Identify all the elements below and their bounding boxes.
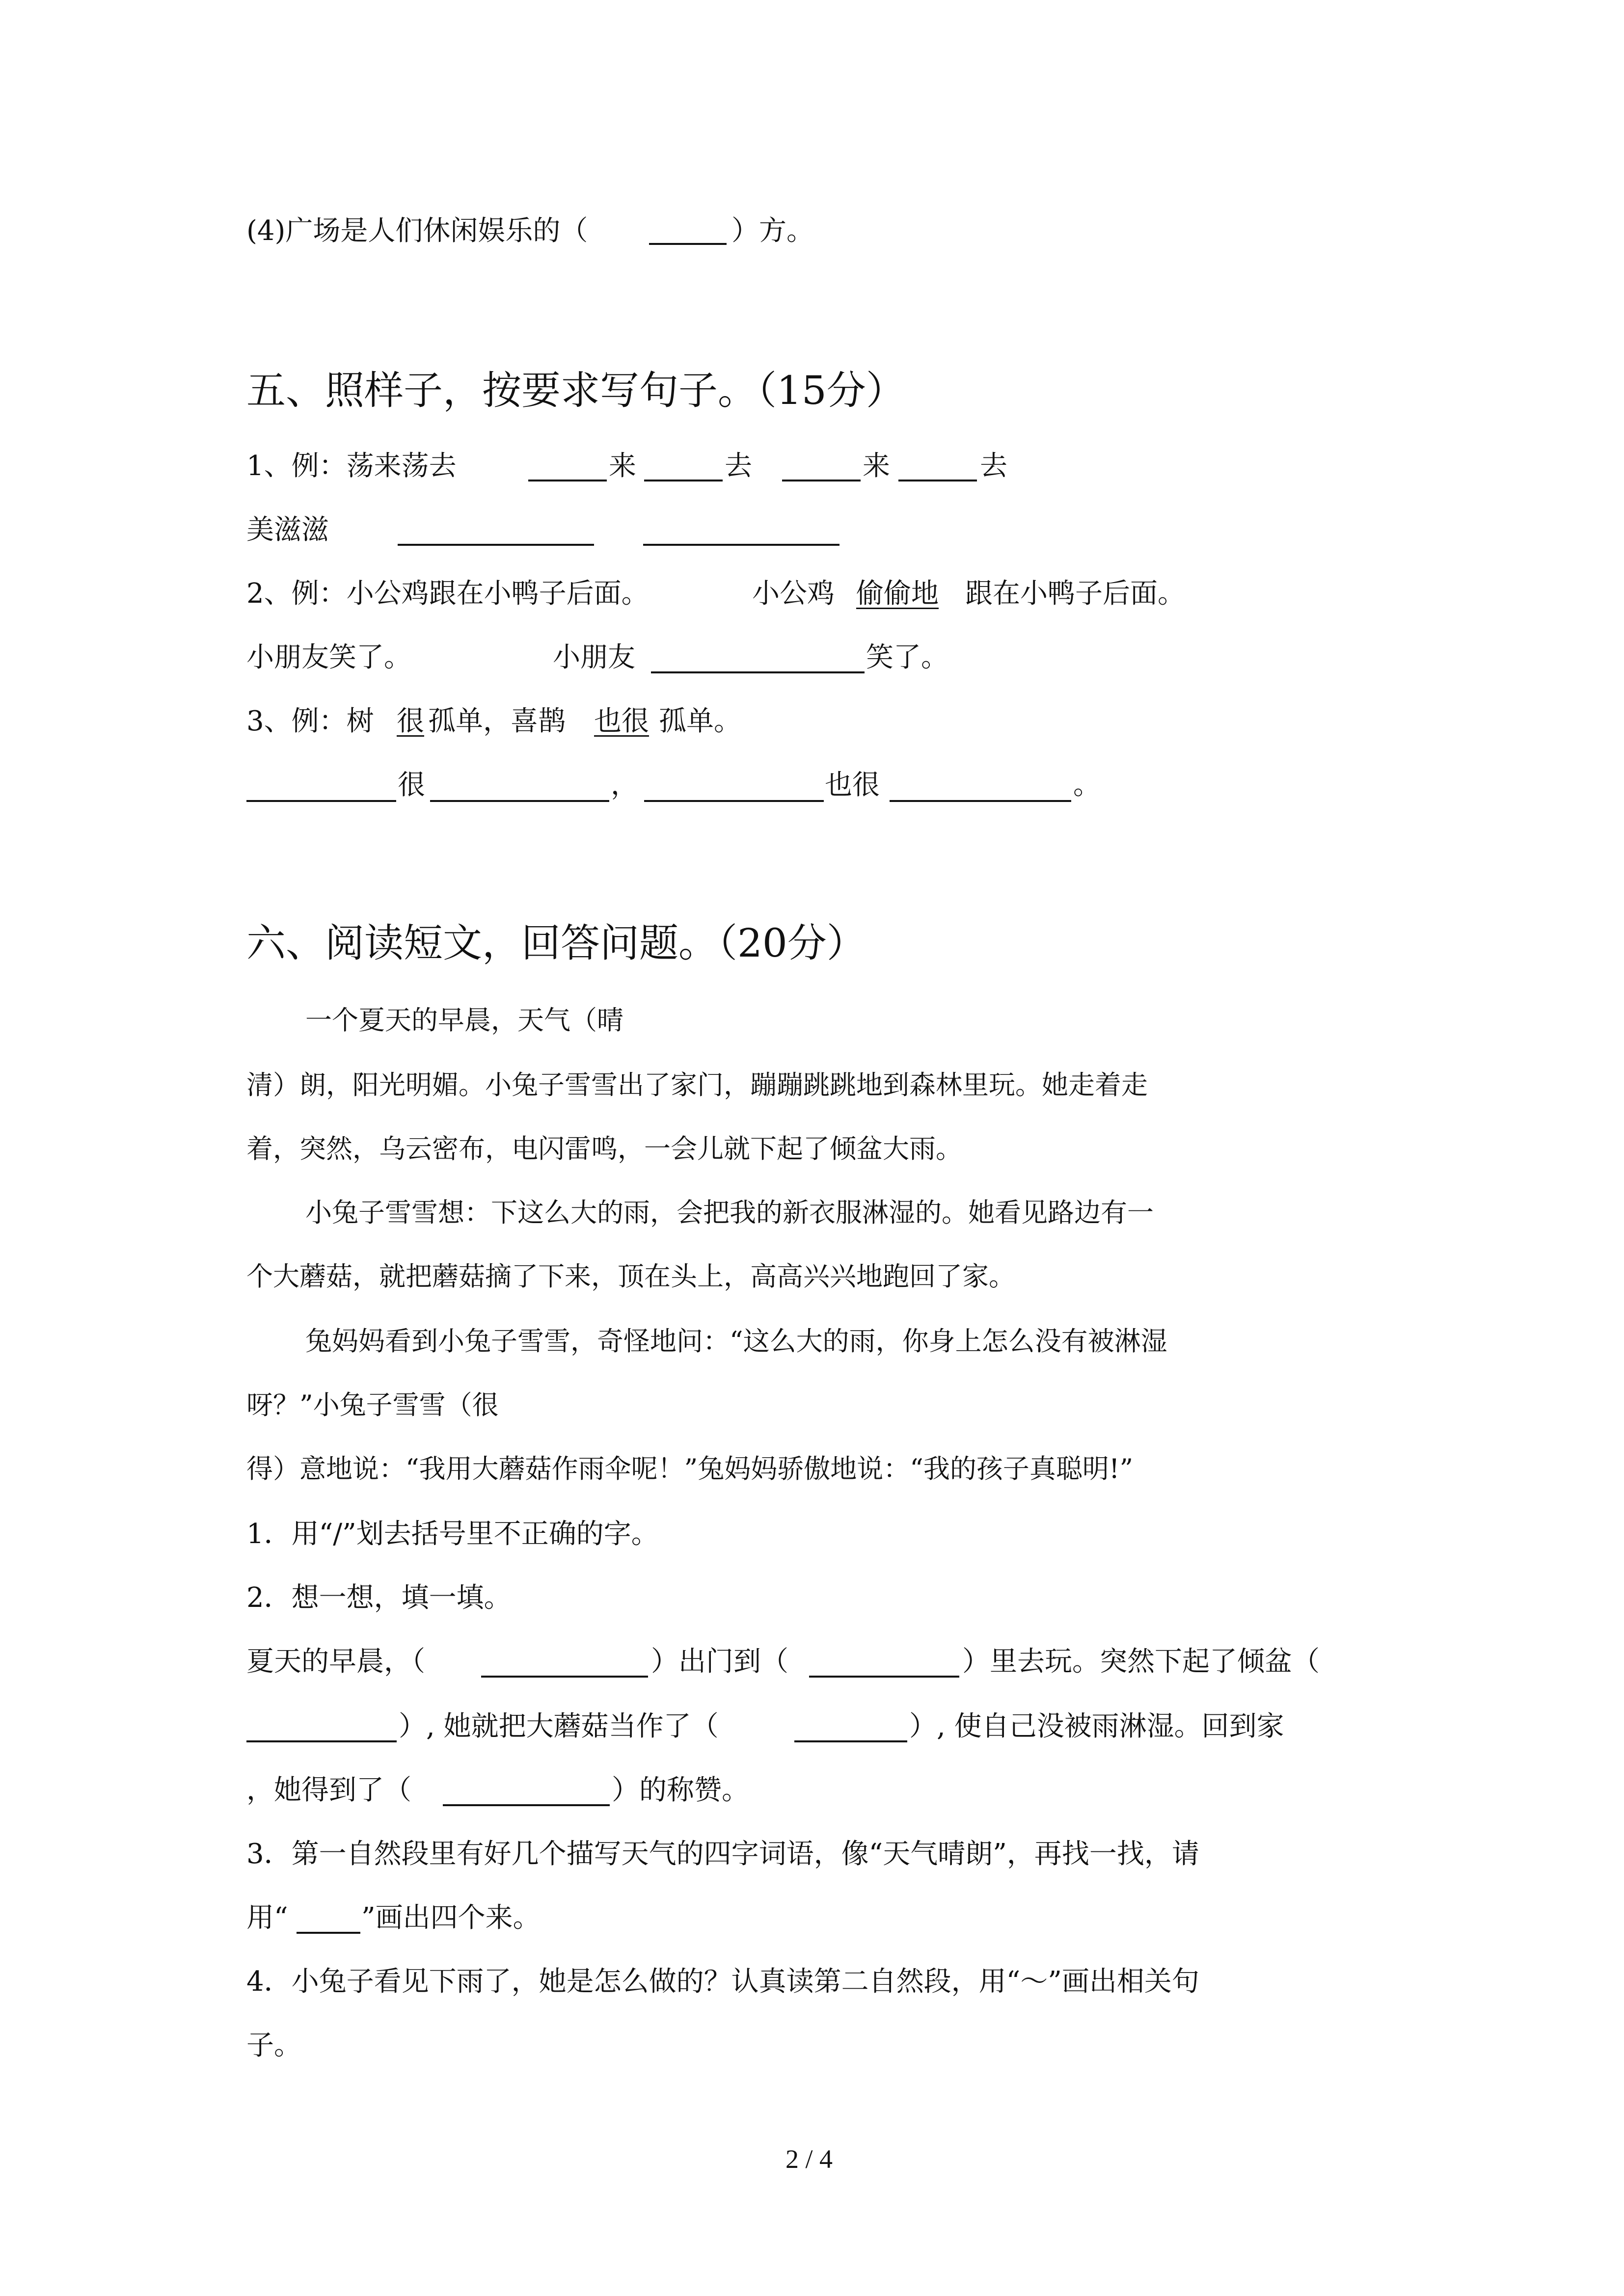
answer-blank[interactable]	[246, 1740, 397, 1742]
s5-q3b-end: 。	[1073, 769, 1101, 801]
s6-question-3-line2-a: 用“	[246, 1902, 288, 1934]
s5-q2-example: 2、例：小公鸡跟在小鸭子后面。	[246, 578, 649, 610]
section-6-heading: 六、阅读短文，回答问题。（20分）	[246, 920, 866, 966]
passage-p2-line1: 小兔子雪雪想：下这么大的雨，会把我的新衣服淋湿的。她看见路边有一	[305, 1197, 1154, 1228]
s5-q3b-yehen: 也很	[825, 769, 880, 801]
answer-blank[interactable]	[443, 1804, 610, 1806]
s5-q3b-comma: ，	[611, 769, 638, 801]
passage-p2-line2: 个大蘑菇，就把蘑菇摘了下来，顶在头上，高高兴兴地跑回了家。	[246, 1261, 1015, 1292]
answer-blank[interactable]	[794, 1740, 907, 1742]
s5-q1-qu-1: 去	[725, 450, 752, 482]
s5-q3-prefix: 3、例：树	[246, 705, 374, 737]
s5-q3-underlined-hen: 很	[397, 705, 424, 737]
s5-q1-qu-2: 去	[980, 450, 1007, 482]
s6-q2-fill1-a: 夏天的早晨，（	[246, 1646, 425, 1678]
s6-question-3-line2-b: ”画出四个来。	[361, 1902, 541, 1934]
passage-p1-line2: 清）朗，阳光明媚。小兔子雪雪出了家门，蹦蹦跳跳地到森林里玩。她走着走	[246, 1069, 1148, 1100]
s6-q2-fill1-b: ）出门到（	[651, 1646, 788, 1678]
s5-q2b-sentence: 小朋友笑了。	[246, 641, 411, 673]
s5-q1-lai-2: 来	[863, 450, 890, 482]
section-5-heading: 五、照样子，按要求写句子。（15分）	[246, 368, 905, 413]
passage-p3-line2: 呀？”小兔子雪雪（很	[246, 1389, 499, 1420]
s5-q1-label: 1、例：荡来荡去	[246, 450, 457, 482]
answer-blank[interactable]	[782, 480, 861, 481]
page-number: 2 / 4	[785, 2144, 833, 2174]
s5-q2-rest: 跟在小鸭子后面。	[965, 578, 1185, 610]
s6-question-1: 1．用“/”划去括号里不正确的字。	[246, 1518, 659, 1550]
answer-blank[interactable]	[890, 800, 1071, 802]
s5-q1-lai-1: 来	[609, 450, 636, 482]
s6-question-3-line1: 3．第一自然段里有好几个描写天气的四字词语，像“天气晴朗”，再找一找，请	[246, 1838, 1199, 1870]
answer-blank[interactable]	[398, 544, 594, 546]
answer-blank[interactable]	[649, 243, 727, 245]
answer-blank[interactable]	[898, 480, 977, 481]
answer-blank[interactable]	[297, 1932, 360, 1934]
s6-question-2: 2．想一想，填一填。	[246, 1582, 512, 1614]
s6-q2-fill3-a: ，她得到了（	[246, 1774, 411, 1806]
s5-q3-middle: 孤单，喜鹊	[428, 705, 566, 737]
passage-p1-line3: 着，突然，乌云密布，电闪雷鸣，一会儿就下起了倾盆大雨。	[246, 1133, 962, 1164]
answer-blank[interactable]	[528, 480, 607, 481]
passage-p1-line1: 一个夏天的早晨，天气（晴	[305, 1005, 623, 1036]
s5-q2-subject: 小公鸡	[752, 578, 835, 610]
s6-question-4-line1: 4．小兔子看见下雨了，她是怎么做的？认真读第二自然段，用“～”画出相关句	[246, 1966, 1199, 1998]
answer-blank[interactable]	[644, 800, 824, 802]
s5-q3-end: 孤单。	[659, 705, 741, 737]
s5-q1b-label: 美滋滋	[246, 514, 329, 546]
s6-q2-fill1-c: ）里去玩。突然下起了倾盆（	[962, 1646, 1320, 1678]
answer-blank[interactable]	[651, 671, 865, 673]
passage-p3-line3: 得）意地说：“我用大蘑菇作雨伞呢！”兔妈妈骄傲地说：“我的孩子真聪明!”	[246, 1453, 1134, 1484]
s6-question-4-line2: 子。	[246, 2029, 301, 2061]
passage-p3-line1: 兔妈妈看到小兔子雪雪，奇怪地问：“这么大的雨，你身上怎么没有被淋湿	[305, 1326, 1167, 1357]
question-4-right: ）方。	[731, 215, 814, 247]
s5-q2b-end: 笑了。	[866, 641, 948, 673]
answer-blank[interactable]	[430, 800, 609, 802]
answer-blank[interactable]	[644, 480, 723, 481]
answer-blank[interactable]	[809, 1676, 959, 1678]
s5-q3b-hen: 很	[398, 769, 425, 801]
s6-q2-fill2-a: ）, 她就把大蘑菇当作了（	[399, 1710, 719, 1742]
s5-q3-underlined-yehen: 也很	[594, 705, 649, 737]
s6-q2-fill2-b: ）, 使自己没被雨淋湿。回到家	[909, 1710, 1284, 1742]
answer-blank[interactable]	[246, 800, 396, 802]
answer-blank[interactable]	[481, 1676, 648, 1678]
s6-q2-fill3-b: ）的称赞。	[612, 1774, 749, 1806]
answer-blank[interactable]	[643, 544, 839, 546]
s5-q2b-subject: 小朋友	[553, 641, 635, 673]
question-4-left: (4)广场是人们休闲娱乐的（	[246, 215, 588, 247]
s5-q2-underlined-word: 偷偷地	[856, 578, 939, 610]
